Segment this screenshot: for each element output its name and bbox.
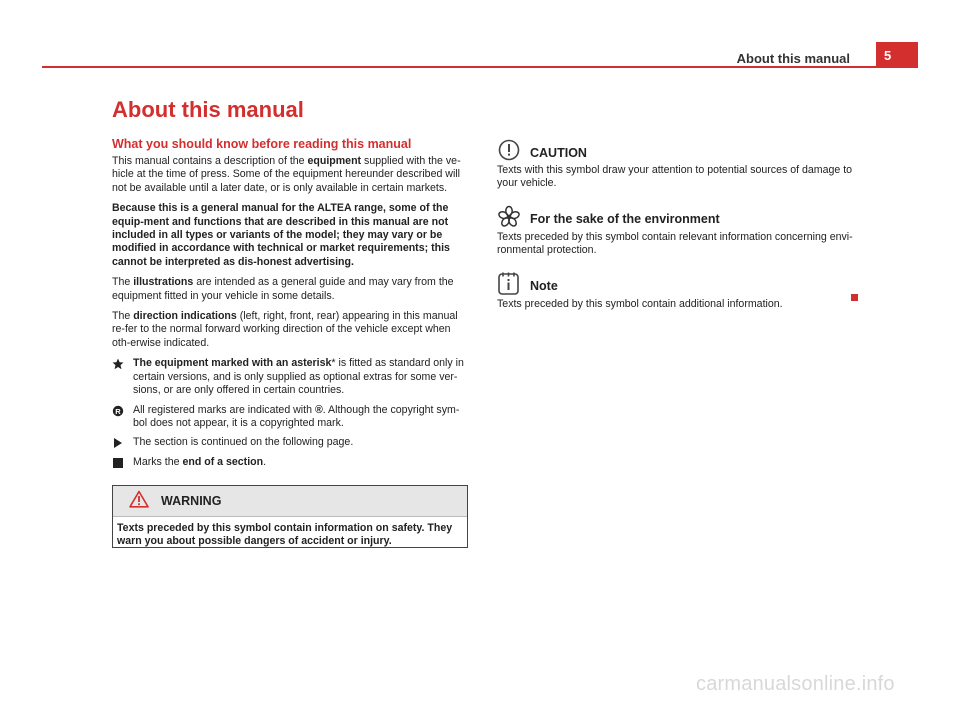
environment-block [497,205,867,258]
legend-continued: The section is continued on the following page. [112,436,469,449]
page-number: 5 [876,42,918,68]
triangle-right-icon [112,437,124,449]
left-column [112,155,469,475]
page-title: About this manual [112,97,304,122]
section-heading: What you should know before reading this manual [112,137,412,151]
caution-body: Texts with this symbol draw your attention to potential sources of damage to your vehicle. [497,164,853,190]
note-title: Note [530,279,558,294]
environment-icon [497,205,521,229]
environment-body: Texts preceded by this symbol contain relevant information concerning envi-ronmental protection. [497,230,853,257]
watermark: carmanualsonline.info [696,673,895,695]
disclaimer-paragraph: Because this is a general manual for the ALTEA range, some of the equip-ment and functions that are described in this manual are not included in all types or variants of the model; they may vary or be modified in accordance with technical or market requirements; this cannot be interpreted as dis-honest advertising. [112,202,450,268]
end-of-section-mark [851,294,858,301]
environment-title: For the sake of the environment [530,212,720,227]
caution-title: CAUTION [530,145,587,160]
warning-body: Texts preceded by this symbol contain information on safety. They warn you about possible dangers of accident or injury. [117,522,453,547]
legend-asterisk: The equipment marked with an asterisk* is fitted as standard only in certain versions, and is only supplied as optional extras for some ver-sions, or are only offered in certain countries. [112,357,469,397]
legend-end-section: Marks the end of a section. [112,456,469,469]
running-header: About this manual [736,51,850,66]
note-body: Texts preceded by this symbol contain additional information. [497,297,783,310]
caution-icon [497,138,521,162]
intro-paragraph: This manual contains a description of the equipment supplied with the ve-hicle at the time of press. Some of the equipment hereunder described will not be available until a later date, or is only available in certain markets. [112,155,461,194]
header-rule [42,66,876,68]
warning-box [112,485,468,548]
note-block [497,272,867,311]
warning-title: WARNING [161,494,222,508]
warning-header [113,486,467,517]
directions-paragraph: The direction indications (left, right, front, rear) appearing in this manual re-fer to the normal forward working direction of the vehicle except when oth-erwise indicated. [112,310,458,349]
registered-icon [112,405,124,417]
svg-text:R: R [115,406,121,416]
illustrations-paragraph: The illustrations are intended as a general guide and may vary from the equipment fitted in your vehicle in some details. [112,276,454,302]
note-icon [497,272,521,296]
warning-icon [129,490,149,513]
caution-block [497,138,867,191]
asterisk-icon [112,358,124,370]
legend-registered: R All registered marks are indicated with ®. Although the copyright sym-bol does not appear, it is a copyrighted mark. [112,404,469,431]
square-icon [112,457,124,469]
right-column [497,138,867,325]
